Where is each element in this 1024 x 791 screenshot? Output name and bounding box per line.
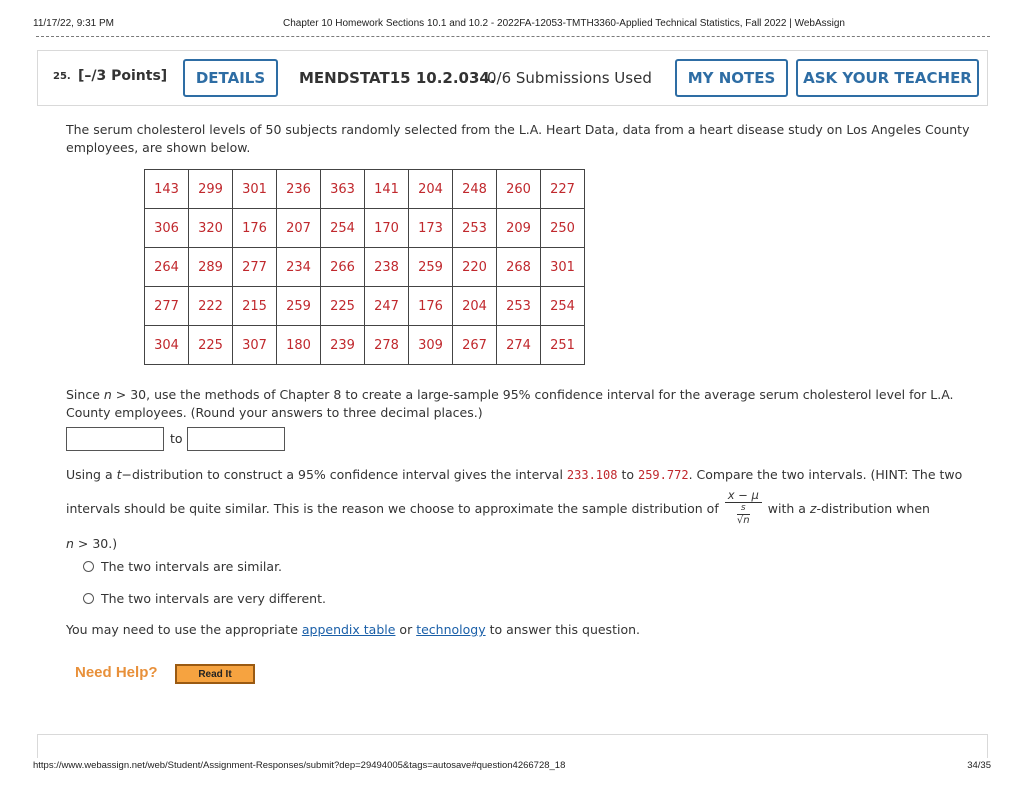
table-cell: 304	[145, 326, 189, 365]
table-row	[145, 287, 585, 326]
t-distribution-paragraph: Using a t−distribution to construct a 95% confidence interval gives the interval 233.108 to 259.772. Compare the two intervals. (HINT: The two intervals should be quite similar. This is the reason we choose to approximate the sample distribution of $\frac{x - \mu}{\frac{s}{√n}}$ with a z-distribution when n > 30.)	[66, 467, 963, 551]
z-statistic-fraction: $\frac{x - \mu}{\frac{s}{√n}}$	[725, 488, 762, 527]
table-row	[145, 209, 585, 248]
ask-your-teacher-button[interactable]: ASK YOUR TEACHER	[796, 59, 979, 97]
table-cell: 253	[453, 209, 497, 248]
my-notes-button[interactable]: MY NOTES	[675, 59, 788, 97]
dashed-divider	[36, 36, 990, 37]
table-cell: 309	[409, 326, 453, 365]
table-cell: 250	[541, 209, 585, 248]
print-footer	[33, 760, 991, 771]
table-cell: 266	[321, 248, 365, 287]
table-cell: 170	[365, 209, 409, 248]
table-cell: 227	[541, 170, 585, 209]
table-cell: 225	[321, 287, 365, 326]
table-cell: 301	[541, 248, 585, 287]
question-number: 25.	[53, 71, 71, 82]
table-cell: 260	[497, 170, 541, 209]
large-sample-instructions: Since n > 30, use the methods of Chapter 8 to create a large-sample 95% confidence interval for the average serum cholesterol level for L.A. County employees. (Round your answers to three decimal places.)	[66, 387, 954, 420]
table-cell: 259	[277, 287, 321, 326]
question-points: [–/3 Points]	[78, 68, 168, 84]
table-cell: 289	[189, 248, 233, 287]
intro-text: The serum cholesterol levels of 50 subjects randomly selected from the L.A. Heart Data, data from a heart disease study on Los Angeles County employees, are shown below.	[66, 122, 970, 155]
table-cell: 320	[189, 209, 233, 248]
table-cell: 238	[365, 248, 409, 287]
table-cell: 220	[453, 248, 497, 287]
table-cell: 278	[365, 326, 409, 365]
print-header	[33, 18, 991, 32]
option-similar[interactable]	[83, 557, 282, 575]
table-cell: 264	[145, 248, 189, 287]
table-cell: 236	[277, 170, 321, 209]
table-cell: 239	[321, 326, 365, 365]
print-page-title: Chapter 10 Homework Sections 10.1 and 10.2 - 2022FA-12053-TMTH3360-Applied Technical Statistics, Fall 2022 | WebAssign	[283, 18, 845, 29]
table-cell: 254	[321, 209, 365, 248]
table-cell: 222	[189, 287, 233, 326]
table-cell: 215	[233, 287, 277, 326]
technology-link[interactable]: technology	[416, 622, 486, 637]
t-interval-low: 233.108	[566, 468, 618, 482]
table-cell: 204	[453, 287, 497, 326]
radio-different[interactable]	[83, 593, 94, 604]
table-cell: 299	[189, 170, 233, 209]
question-code: MENDSTAT15 10.2.034.	[299, 69, 496, 87]
table-cell: 248	[453, 170, 497, 209]
option-similar-label: The two intervals are similar.	[101, 558, 283, 574]
table-cell: 204	[409, 170, 453, 209]
table-cell: 180	[277, 326, 321, 365]
page-url: https://www.webassign.net/web/Student/Assignment-Responses/submit?dep=29494005&tags=autosave#question4266728_18	[33, 760, 566, 771]
table-cell: 274	[497, 326, 541, 365]
option-different-label: The two intervals are very different.	[101, 590, 326, 606]
table-cell: 209	[497, 209, 541, 248]
table-cell: 259	[409, 248, 453, 287]
table-cell: 277	[233, 248, 277, 287]
table-cell: 234	[277, 248, 321, 287]
table-cell: 306	[145, 209, 189, 248]
to-label: to	[170, 431, 183, 446]
table-cell: 363	[321, 170, 365, 209]
table-cell: 251	[541, 326, 585, 365]
table-cell: 254	[541, 287, 585, 326]
table-cell: 225	[189, 326, 233, 365]
print-date: 11/17/22, 9:31 PM	[33, 18, 114, 29]
table-cell: 301	[233, 170, 277, 209]
resources-note: You may need to use the appropriate appendix table or technology to answer this question.	[66, 622, 640, 637]
details-button[interactable]: DETAILS	[183, 59, 278, 97]
upper-bound-input[interactable]	[187, 427, 285, 451]
table-row	[145, 326, 585, 365]
table-cell: 143	[145, 170, 189, 209]
table-cell: 307	[233, 326, 277, 365]
lower-bound-input[interactable]	[66, 427, 164, 451]
cholesterol-data-table	[144, 169, 585, 365]
table-cell: 141	[365, 170, 409, 209]
table-cell: 253	[497, 287, 541, 326]
table-row	[145, 248, 585, 287]
table-cell: 176	[233, 209, 277, 248]
table-cell: 176	[409, 287, 453, 326]
table-cell: 267	[453, 326, 497, 365]
radio-similar[interactable]	[83, 561, 94, 572]
question-header-bar	[37, 50, 988, 106]
option-different[interactable]	[83, 589, 326, 607]
page-number: 34/35	[967, 760, 991, 771]
question-intro	[66, 121, 986, 157]
appendix-table-link[interactable]: appendix table	[301, 622, 396, 637]
table-cell: 173	[409, 209, 453, 248]
table-cell: 277	[145, 287, 189, 326]
table-cell: 247	[365, 287, 409, 326]
next-question-box	[37, 734, 988, 758]
table-cell: 268	[497, 248, 541, 287]
t-interval-high: 259.772	[637, 468, 689, 482]
table-row	[145, 170, 585, 209]
submissions-used: 0/6 Submissions Used	[487, 69, 652, 87]
read-it-button[interactable]: Read It	[175, 664, 255, 684]
need-help-label: Need Help?	[75, 664, 158, 681]
table-cell: 207	[277, 209, 321, 248]
